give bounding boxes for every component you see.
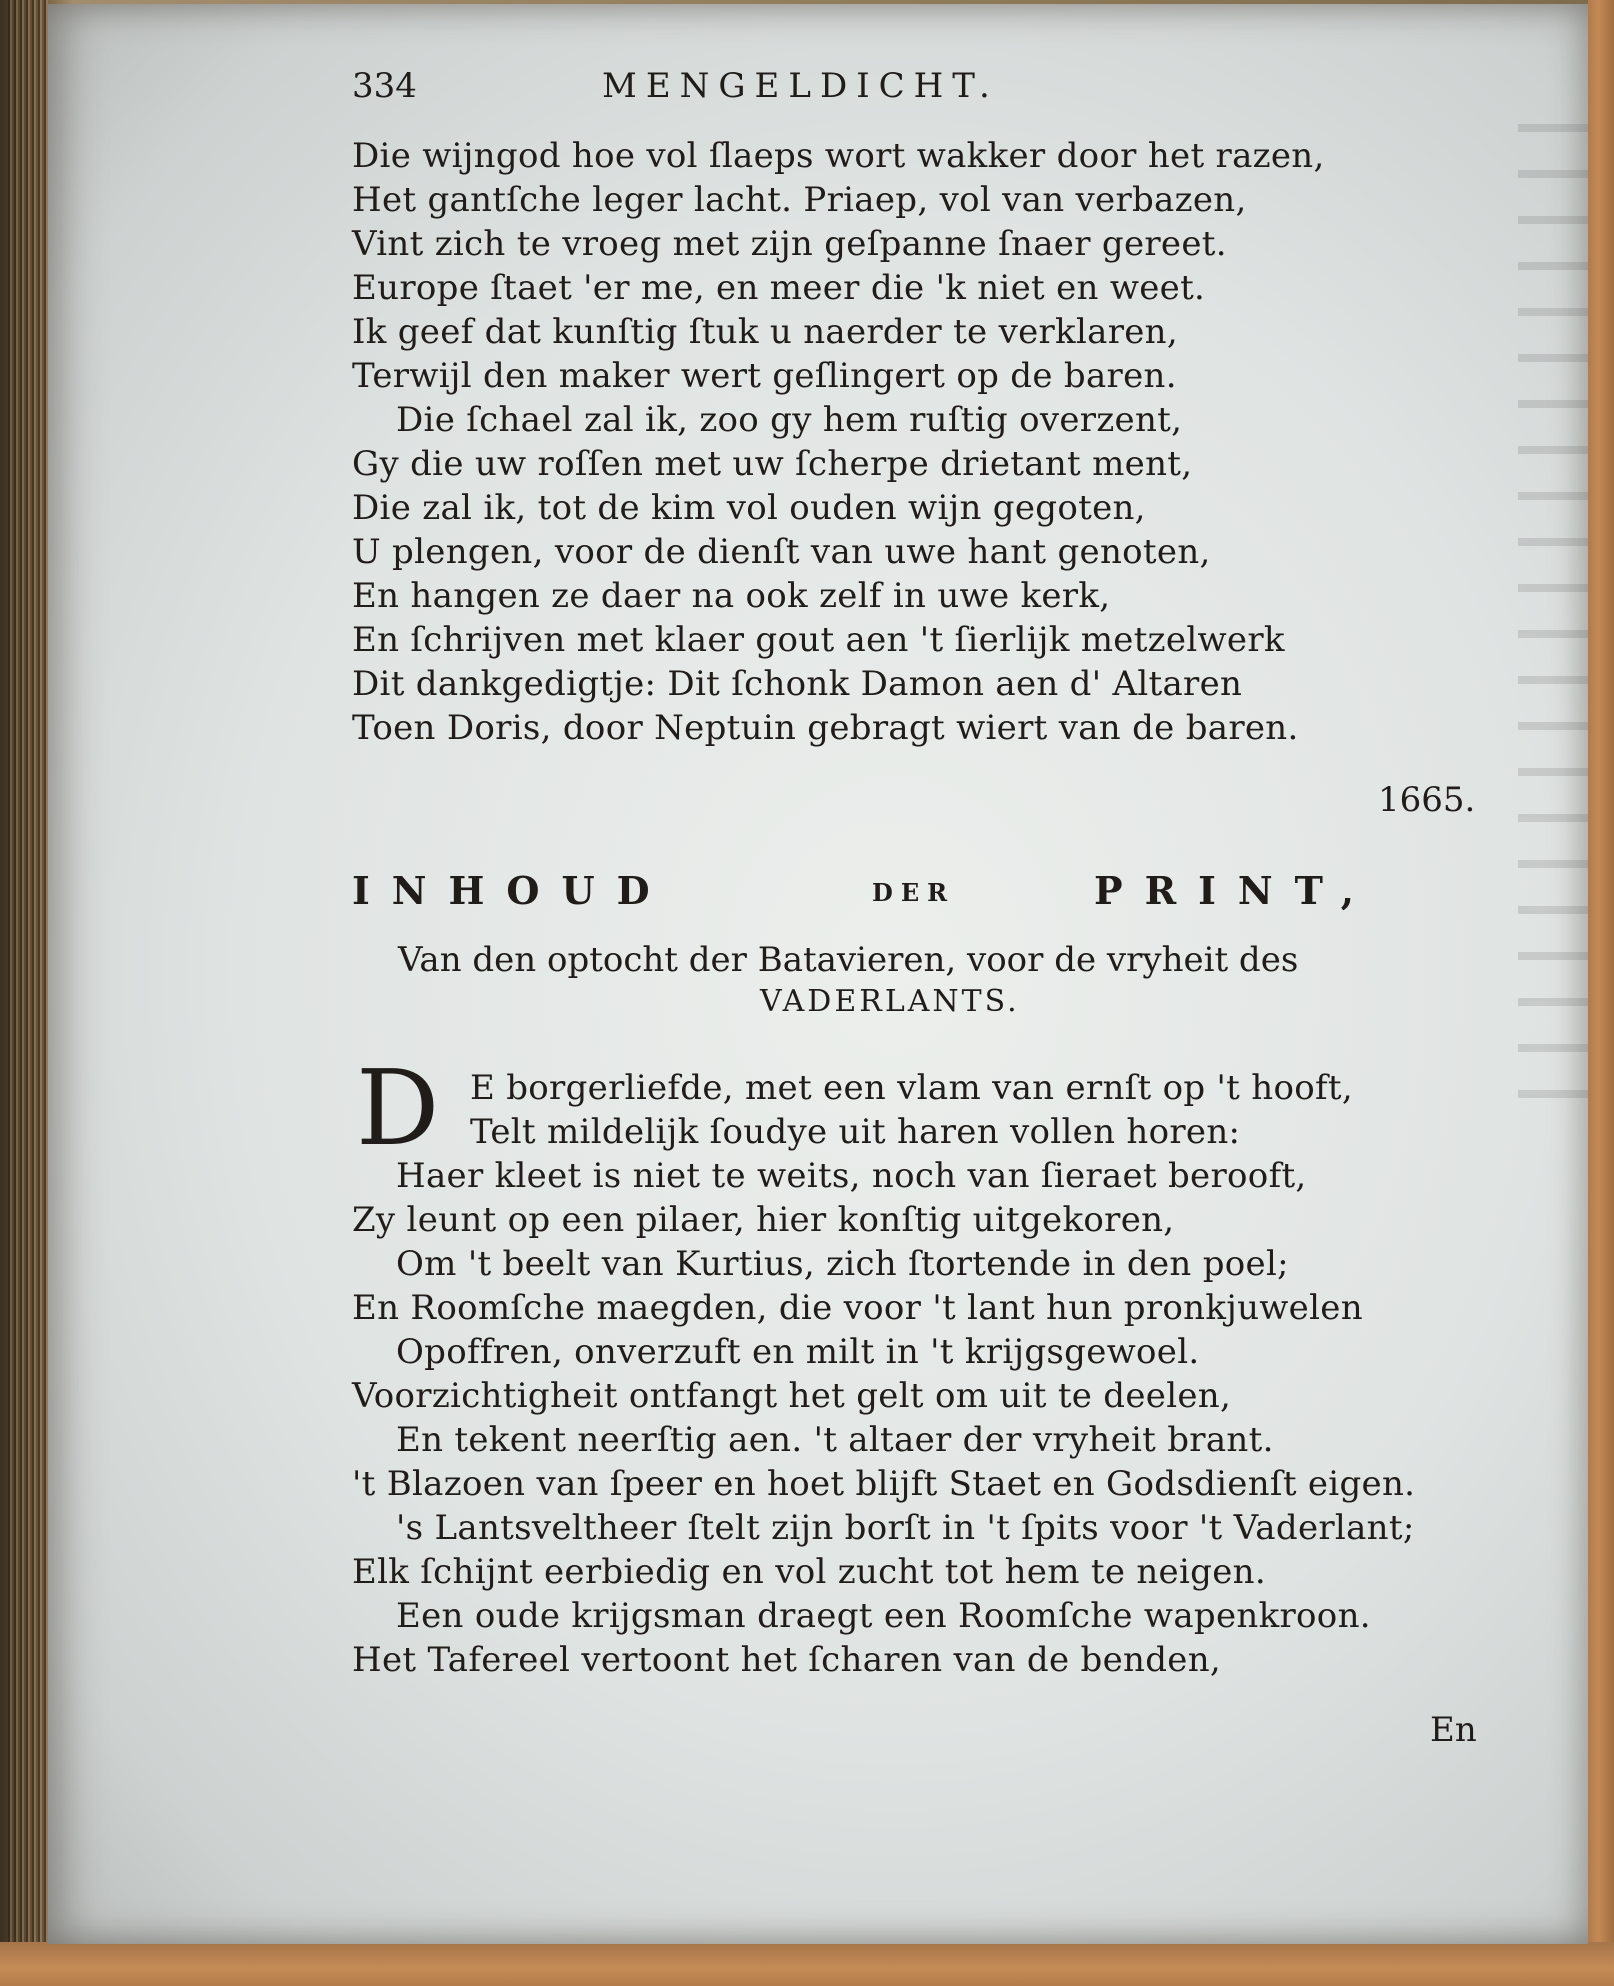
poem2-line: 't Blazoen van ſpeer en hoet blijft Staet en Godsdienſt eigen.: [352, 1464, 1416, 1504]
poem2-line: Haer kleet is niet te weits, noch van ſieraet berooft,: [396, 1156, 1307, 1196]
poem2-line: Zy leunt op een pilaer, hier konſtig uitgekoren,: [352, 1200, 1175, 1240]
poem1-line: Het gantſche leger lacht. Priaep, vol van verbazen,: [352, 180, 1247, 220]
poem1-line: En hangen ze daer na ook zelf in uwe kerk,: [352, 576, 1111, 616]
heading-word: PRINT,: [1094, 868, 1376, 913]
section-subtitle: Van den optocht der Batavieren, voor de vryheit des: [398, 940, 1299, 980]
catchword: En: [1430, 1710, 1477, 1750]
poem2-line: Een oude krijgsman draegt een Roomſche wapenkroon.: [396, 1596, 1371, 1636]
poem1-line: Gy die uw roſſen met uw ſcherpe drietant ment,: [352, 444, 1193, 484]
heading-word: INHOUD: [352, 868, 672, 913]
poem1-line: Toen Doris, door Neptuin gebragt wiert van de baren.: [352, 708, 1299, 748]
poem2-line: Elk ſchijnt eerbiedig en vol zucht tot hem te neigen.: [352, 1552, 1266, 1592]
poem1-line: Die zal ik, tot de kim vol ouden wijn gegoten,: [352, 488, 1146, 528]
bleed-through-text: [1518, 124, 1588, 1124]
page-number: 334: [352, 66, 417, 106]
book-cover-edge-bottom: [0, 1942, 1614, 1986]
poem1-line: Ik geef dat kunſtig ſtuk u naerder te verklaren,: [352, 312, 1178, 352]
running-title: MENGELDICHT.: [602, 66, 999, 106]
poem1-line: Dit dankgedigtje: Dit ſchonk Damon aen d' Altaren: [352, 664, 1243, 704]
poem-date: 1665.: [1378, 780, 1476, 820]
poem1-line: Vint zich te vroeg met zijn geſpanne ſnaer gereet.: [352, 224, 1227, 264]
poem2-line: En Roomſche maegden, die voor 't lant hun pronkjuwelen: [352, 1288, 1363, 1328]
poem1-line: Die ſchael zal ik, zoo gy hem ruſtig overzent,: [396, 400, 1183, 440]
poem2-line: Het Tafereel vertoont het ſcharen van de benden,: [352, 1640, 1221, 1680]
poem2-line: Om 't beelt van Kurtius, zich ſtortende in den poel;: [396, 1244, 1289, 1284]
poem1-line: Die wijngod hoe vol ſlaeps wort wakker door het razen,: [352, 136, 1325, 176]
poem1-line: Europe ſtaet 'er me, en meer die 'k niet en weet.: [352, 268, 1206, 308]
heading-word: DER: [872, 878, 956, 907]
poem2-line: E borgerliefde, met een vlam van ernſt op 't hooft,: [470, 1068, 1353, 1108]
poem1-line: U plengen, voor de dienſt van uwe hant genoten,: [352, 532, 1211, 572]
poem1-line: Terwijl den maker wert geſlingert op de baren.: [352, 356, 1177, 396]
poem2-line: Opoffren, onverzuft en milt in 't krijgsgewoel.: [396, 1332, 1200, 1372]
poem2-line: En tekent neerſtig aen. 't altaer der vryheit brant.: [396, 1420, 1274, 1460]
section-subtitle-2: VADERLANTS.: [760, 984, 1020, 1019]
poem2-line: 's Lantsveltheer ſtelt zijn borſt in 't ſpits voor 't Vaderlant;: [396, 1508, 1415, 1548]
drop-cap: D: [356, 1047, 440, 1169]
poem2-line: Telt mildelijk ſoudye uit haren vollen horen:: [470, 1112, 1241, 1152]
book-spine: [8, 0, 48, 1986]
poem1-line: En ſchrijven met klaer gout aen 't ſierlijk metzelwerk: [352, 620, 1285, 660]
book-cover-edge-right: [1588, 0, 1614, 1986]
poem2-line: Voorzichtigheit ontfangt het gelt om uit te deelen,: [352, 1376, 1232, 1416]
